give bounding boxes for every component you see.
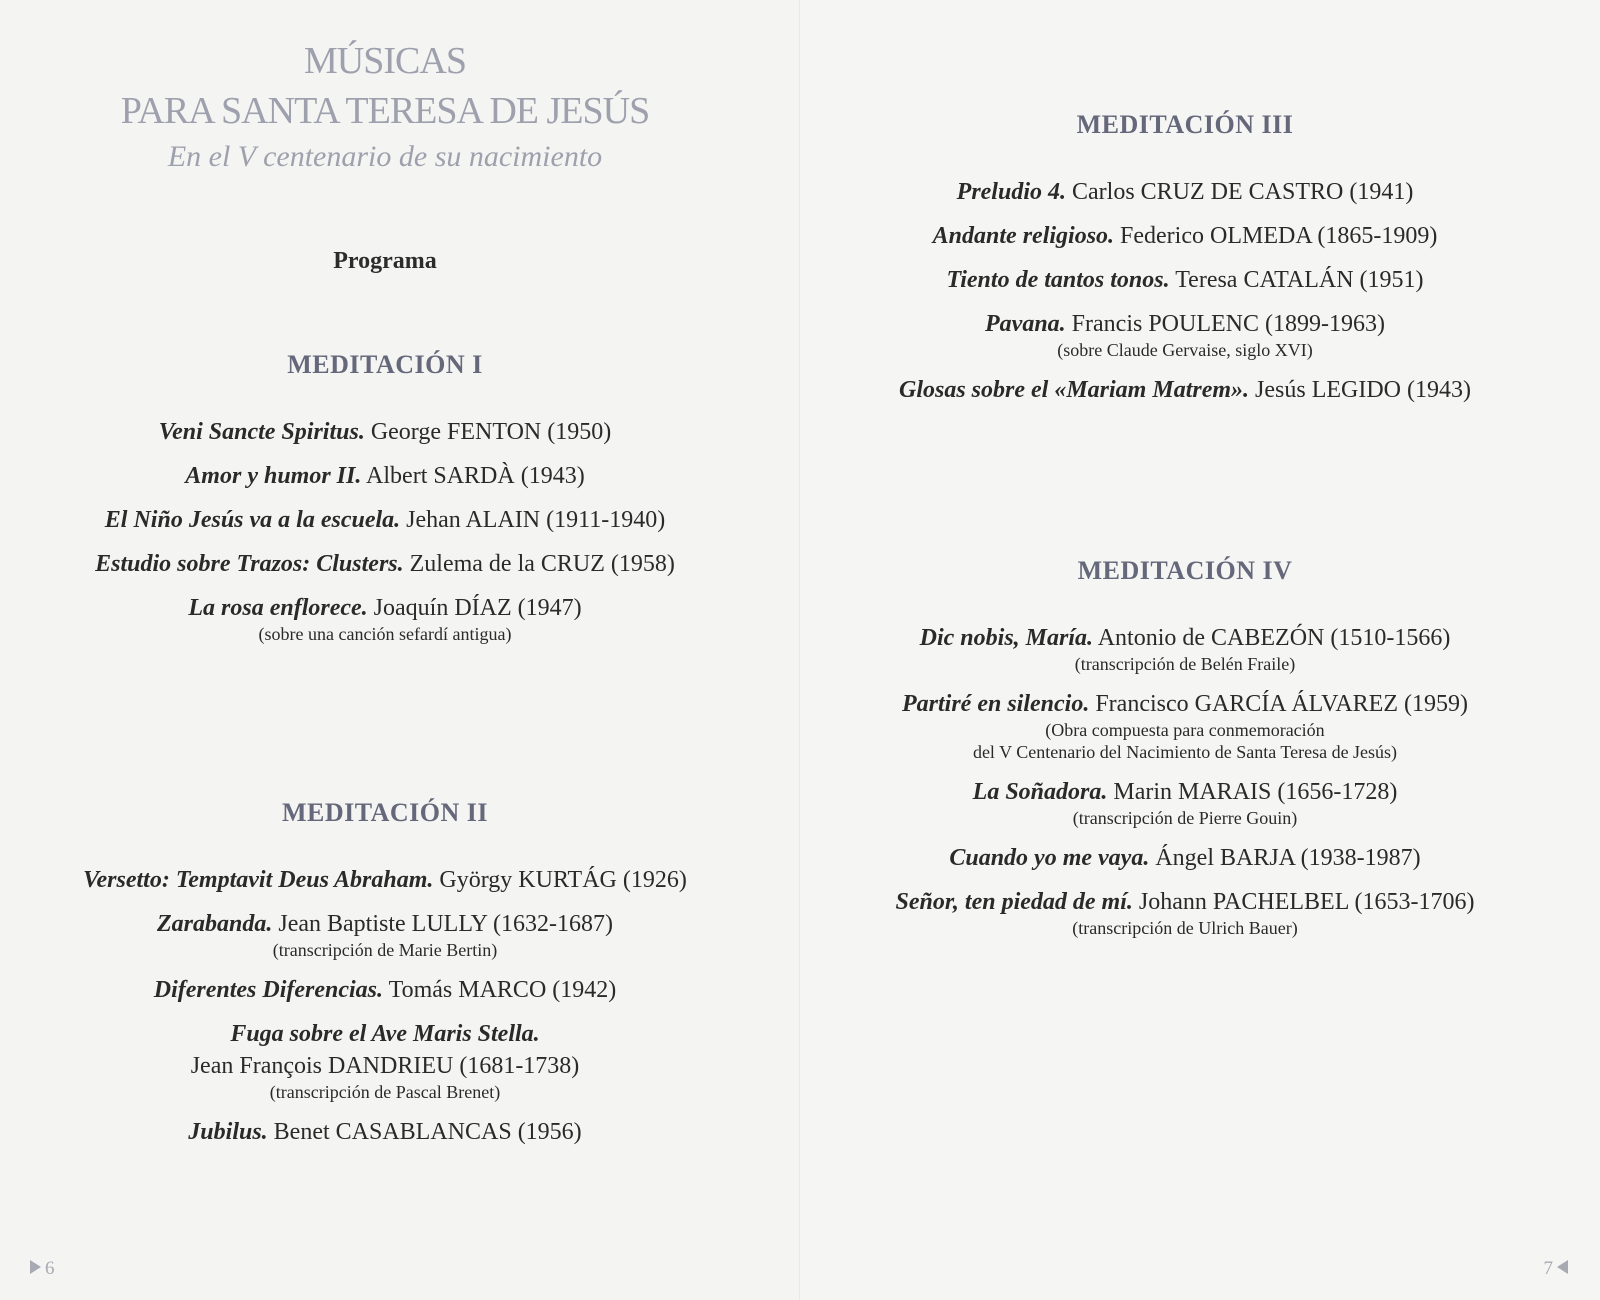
composer: George FENTON (1950) <box>370 419 612 445</box>
triangle-left-icon <box>1557 1260 1568 1274</box>
program-item <box>0 864 770 896</box>
work-title: Fuga sobre el Ave Maris Stella. <box>230 1021 540 1047</box>
program-item <box>780 308 1590 362</box>
work-title: Diferentes Diferencias. <box>153 977 384 1003</box>
work-title: Estudio sobre Trazos: Clusters. <box>95 551 404 577</box>
page-number-text: 7 <box>1543 1258 1553 1279</box>
composer: Teresa CATALÁN (1951) <box>1175 267 1424 293</box>
program-item <box>0 974 770 1006</box>
composer: Joaquín DÍAZ (1947) <box>373 595 582 621</box>
work-title: Veni Sancte Spiritus. <box>158 419 365 445</box>
meditacion-2-section <box>0 800 770 1160</box>
program-item <box>780 220 1590 252</box>
composer: Jean Baptiste LULLY (1632-1687) <box>278 911 613 937</box>
page-number-text: 6 <box>45 1258 55 1279</box>
composer: Johann PACHELBEL (1653-1706) <box>1138 889 1475 915</box>
work-title: La Soñadora. <box>972 779 1108 805</box>
composer: György KURTÁG (1926) <box>439 867 687 893</box>
work-title: Señor, ten piedad de mí. <box>895 889 1133 915</box>
work-note: (transcripción de Pascal Brenet) <box>269 1082 501 1102</box>
work-note: (sobre una canción sefardí antigua) <box>258 624 512 644</box>
program-item <box>0 548 770 580</box>
program-item <box>780 886 1590 940</box>
work-title: Amor y humor II. <box>185 463 362 489</box>
work-note: (transcripción de Marie Bertin) <box>272 940 498 960</box>
work-title: Preludio 4. <box>956 179 1066 205</box>
program-item <box>0 908 770 962</box>
program-item <box>780 264 1590 296</box>
work-note: (transcripción de Belén Fraile) <box>1074 654 1296 674</box>
meditacion-4-section <box>780 558 1590 952</box>
work-note: (sobre Claude Gervaise, siglo XVI) <box>1057 340 1313 360</box>
composer: Francis POULENC (1899-1963) <box>1071 311 1385 337</box>
work-note: (transcripción de Ulrich Bauer) <box>1072 918 1298 938</box>
program-item <box>0 460 770 492</box>
program-item <box>780 842 1590 874</box>
triangle-right-icon <box>30 1260 41 1274</box>
composer: Zulema de la CRUZ (1958) <box>409 551 675 577</box>
work-title: Tiento de tantos tonos. <box>946 267 1170 293</box>
program-item <box>0 592 770 646</box>
work-note: (transcripción de Pierre Gouin) <box>1072 808 1298 828</box>
composer: Ángel BARJA (1938-1987) <box>1155 845 1421 871</box>
work-title: Glosas sobre el «Mariam Matrem». <box>899 377 1250 403</box>
composer: Carlos CRUZ DE CASTRO (1941) <box>1072 179 1414 205</box>
page-number-right <box>1544 1258 1569 1280</box>
composer: Jehan ALAIN (1911-1940) <box>406 507 666 533</box>
meditacion-1-heading: MEDITACIÓN I <box>287 350 483 379</box>
meditacion-1-section <box>0 352 770 658</box>
program-item <box>780 776 1590 830</box>
composer: Antonio de CABEZÓN (1510-1566) <box>1097 625 1451 651</box>
composer: Albert SARDÀ (1943) <box>366 463 585 489</box>
work-title: El Niño Jesús va a la escuela. <box>104 507 401 533</box>
work-title: Cuando yo me vaya. <box>949 845 1150 871</box>
program-item <box>780 374 1590 406</box>
meditacion-2-heading: MEDITACIÓN II <box>281 798 489 827</box>
program-item <box>780 176 1590 208</box>
work-title: Andante religioso. <box>932 223 1115 249</box>
program-item <box>780 688 1590 764</box>
right-page <box>800 0 1600 1300</box>
program-item <box>780 622 1590 676</box>
work-title: Zarabanda. <box>157 911 273 937</box>
meditacion-4-heading: MEDITACIÓN IV <box>1077 556 1293 585</box>
composer: Federico OLMEDA (1865-1909) <box>1120 223 1438 249</box>
work-title: Dic nobis, María. <box>919 625 1094 651</box>
program-item <box>0 1116 770 1148</box>
meditacion-3-heading: MEDITACIÓN III <box>1076 110 1294 139</box>
title-line-1: MÚSICAS <box>304 40 466 82</box>
meditacion-3-section <box>780 112 1590 418</box>
composer: Jesús LEGIDO (1943) <box>1255 377 1471 403</box>
program-item <box>0 1018 770 1104</box>
programa-heading: Programa <box>333 248 437 274</box>
work-title: Jubilus. <box>188 1119 268 1145</box>
composer: Benet CASABLANCAS (1956) <box>273 1119 582 1145</box>
composer: Marin MARAIS (1656-1728) <box>1113 779 1398 805</box>
program-item <box>0 416 770 448</box>
work-title: Pavana. <box>985 311 1066 337</box>
work-note: del V Centenario del Nacimiento de Santa Teresa de Jesús) <box>972 742 1398 762</box>
title-line-2: PARA SANTA TERESA DE JESÚS <box>120 90 650 132</box>
work-title: La rosa enflorece. <box>188 595 368 621</box>
subtitle: En el V centenario de su nacimiento <box>167 140 603 173</box>
composer: Francisco GARCÍA ÁLVAREZ (1959) <box>1095 691 1468 717</box>
composer: Jean François DANDRIEU (1681-1738) <box>190 1053 580 1079</box>
page-number-left <box>30 1258 55 1280</box>
work-note: (Obra compuesta para conmemoración <box>1045 720 1325 740</box>
work-title: Partiré en silencio. <box>902 691 1090 717</box>
composer: Tomás MARCO (1942) <box>388 977 617 1003</box>
work-title: Versetto: Temptavit Deus Abraham. <box>83 867 434 893</box>
program-item <box>0 504 770 536</box>
